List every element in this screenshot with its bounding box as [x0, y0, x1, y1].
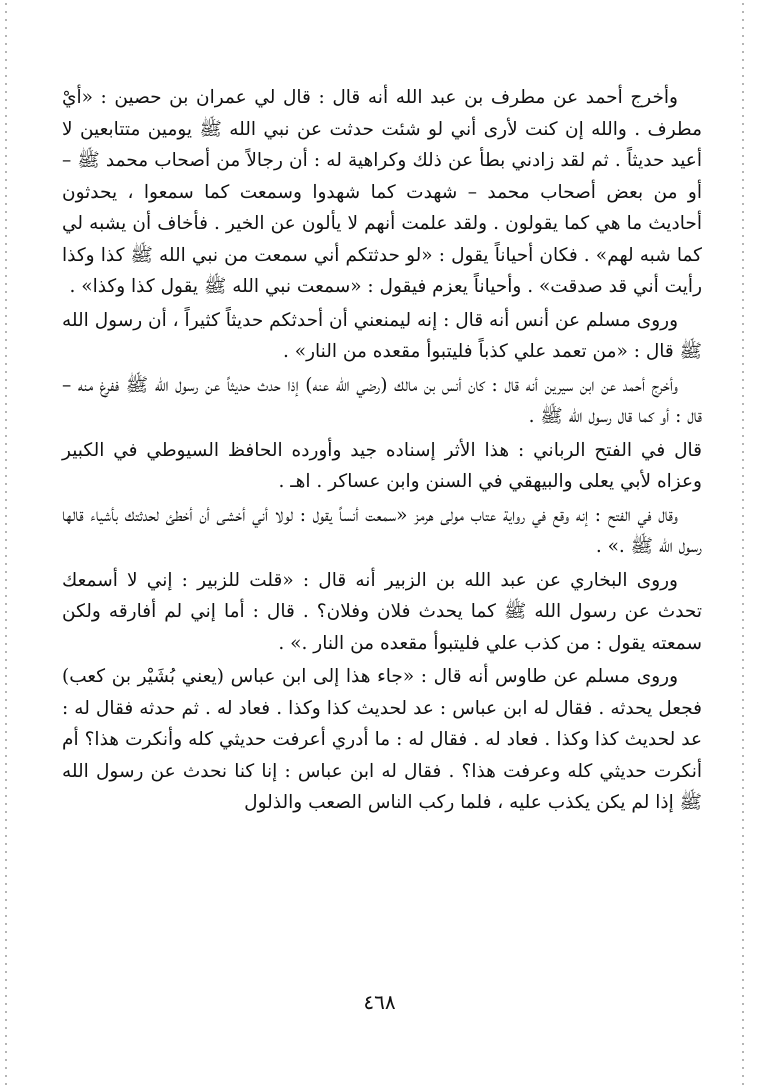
left-margin-dots	[5, 0, 7, 1088]
paragraph-fath-attab: وقال في الفتح : إنه وقع في رواية عتاب مولى هرمز «سمعت أنساً يقول : لولا أني أخشى أن أخطئ لحدثتك بأشياء قالها رسول الله ﷺ .» .	[62, 504, 702, 557]
paragraph-anas-muslim: وروى مسلم عن أنس أنه قال : إنه ليمنعني أن أحدثكم حديثاً كثيراً ، أن رسول الله ﷺ قال : «من تعمد علي كذباً فليتبوأ مقعده من النار» .	[62, 309, 702, 362]
paragraph-bukhari-zubair: وروى البخاري عن عبد الله بن الزبير أنه قال : «قلت للزبير : إني لا أسمعك تحدث عن رسول الله ﷺ كما يحدث فلان وفلان؟ . قال : أما إني لم أفارقه ولكن سمعته يقول : من كذب علي فليتبوأ مقعده من النار .» .	[62, 569, 702, 654]
paragraph-fath-rabbani: قال في الفتح الرباني : هذا الأثر إسناده جيد وأورده الحافظ السيوطي في الكبير وعزاه لأبي يعلى والبيهقي في السنن وابن عساكر . اهـ .	[62, 439, 702, 492]
right-margin-dots	[742, 0, 744, 1088]
paragraph-imran-hadith: وأخرج أحمد عن مطرف بن عبد الله أنه قال : قال لي عمران بن حصين : «أيْ مطرف . والله إن كنت لأرى أني لو شئت حدثت عن نبي الله ﷺ يومين متتابعين لا أعيد حديثاً . ثم لقد زادني بطأ عن ذلك وكراهية له : أن رجالاً من أصحاب محمد ﷺ – أو من بعض أصحاب محمد – شهدت كما شهدوا وسمعت كما سمعوا ، يحدثون أحاديث ما هي كما يقولون . ولقد علمت أنهم لا يألون عن الخير . فأخاف أن يشبه لي كما شبه لهم» . فكان أحياناً يقول : «لو حدثتكم أني سمعت من نبي الله ﷺ كذا وكذا رأيت أني قد صدقت» . وأحياناً يعزم فيقول : «سمعت نبي الله ﷺ يقول كذا وكذا» .	[62, 87, 702, 297]
page-number: ٤٦٨	[363, 990, 396, 1014]
paragraph-ibn-sirin: وأخرج أحمد عن ابن سيرين أنه قال : كان أنس بن مالك (رضي الله عنه) إذا حدث حديثاً عن رسول الله ﷺ ففرغ منه – قال : أو كما قال رسول الله ﷺ .	[62, 374, 702, 427]
body-text	[62, 82, 702, 819]
paragraph-muslim-tawus: وروى مسلم عن طاوس أنه قال : «جاء هذا إلى ابن عباس (يعني بُشَيْر بن كعب) فجعل يحدثه . فقال له ابن عباس : عد لحديث كذا وكذا . فعاد له . ثم حدثه فقال له : عد لحديث كذا وكذا . فعاد له . فقال له : ما أدري أعرفت حديثي كله وأنكرت هذا؟ أم أنكرت حديثي كله وعرفت هذا؟ . فقال له ابن عباس : إنا كنا نحدث عن رسول الله ﷺ إذا لم يكن يكذب عليه ، فلما ركب الناس الصعب والذلول	[62, 666, 702, 813]
